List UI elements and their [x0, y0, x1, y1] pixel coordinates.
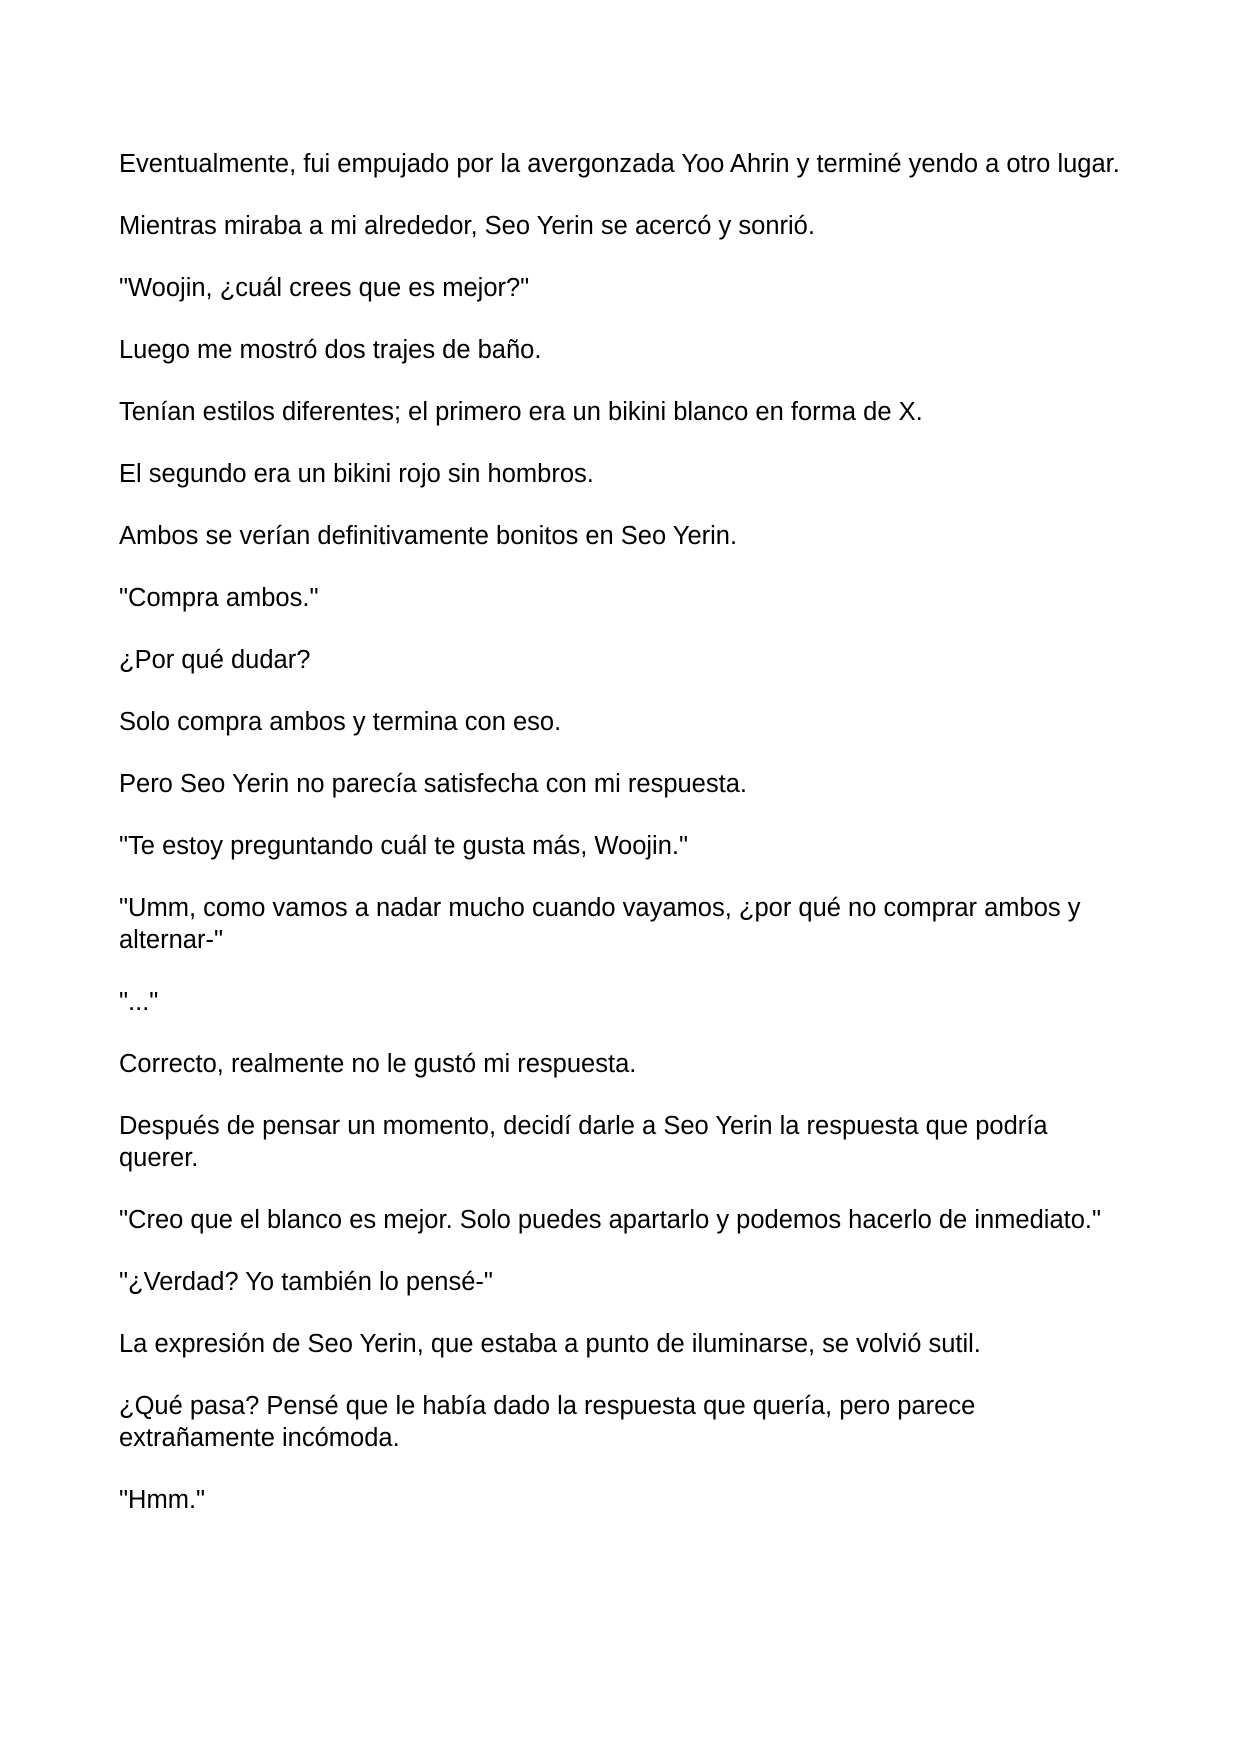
- paragraph: Después de pensar un momento, decidí darle a Seo Yerin la respuesta que podría querer.: [119, 1112, 1048, 1172]
- paragraph: Mientras miraba a mi alrededor, Seo Yerin se acercó y sonrió.: [119, 212, 815, 240]
- paragraph: "Hmm.": [119, 1486, 206, 1514]
- paragraph: "...": [119, 988, 159, 1016]
- paragraph: Ambos se verían definitivamente bonitos en Seo Yerin.: [119, 522, 738, 550]
- paragraph: Correcto, realmente no le gustó mi respuesta.: [119, 1050, 637, 1078]
- paragraph: Luego me mostró dos trajes de baño.: [119, 336, 542, 364]
- paragraph: ¿Por qué dudar?: [119, 646, 311, 674]
- document-body: [119, 148, 1129, 1546]
- paragraph: "Compra ambos.": [119, 584, 319, 612]
- paragraph: La expresión de Seo Yerin, que estaba a punto de iluminarse, se volvió sutil.: [119, 1330, 981, 1358]
- paragraph: "Umm, como vamos a nadar mucho cuando vayamos, ¿por qué no comprar ambos y alternar-": [119, 894, 1081, 954]
- paragraph: "Woojin, ¿cuál crees que es mejor?": [119, 274, 530, 302]
- paragraph: "¿Verdad? Yo también lo pensé-": [119, 1268, 493, 1296]
- paragraph: "Te estoy preguntando cuál te gusta más, Woojin.": [119, 832, 689, 860]
- paragraph: Eventualmente, fui empujado por la avergonzada Yoo Ahrin y terminé yendo a otro lugar.: [119, 150, 1120, 178]
- paragraph: ¿Qué pasa? Pensé que le había dado la respuesta que quería, pero parece extrañamente incómoda.: [119, 1392, 976, 1452]
- paragraph: El segundo era un bikini rojo sin hombros.: [119, 460, 594, 488]
- paragraph: Solo compra ambos y termina con eso.: [119, 708, 562, 736]
- paragraph: Tenían estilos diferentes; el primero era un bikini blanco en forma de X.: [119, 398, 923, 426]
- paragraph: "Creo que el blanco es mejor. Solo puedes apartarlo y podemos hacerlo de inmediato.": [119, 1206, 1102, 1234]
- paragraph: Pero Seo Yerin no parecía satisfecha con mi respuesta.: [119, 770, 747, 798]
